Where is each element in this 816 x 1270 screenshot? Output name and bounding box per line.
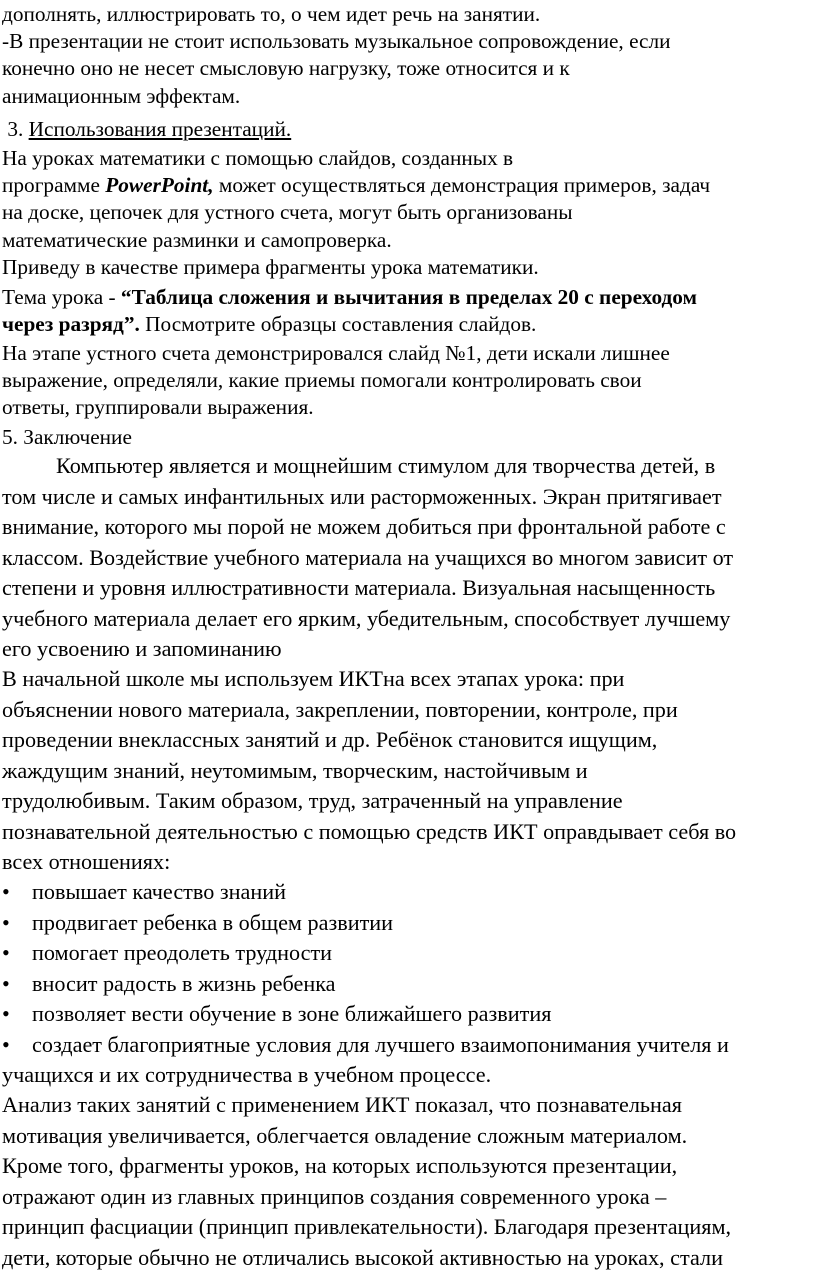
ict-paragraph [2,664,814,878]
text-line: Компьютер является и мощнейшим стимулом для творчества детей, в [56,453,716,478]
text-span: программе [2,173,106,198]
benefits-list [2,877,814,1091]
text-line: внимание, которого мы порой не можем добиться при фронтальной работе с [2,514,726,539]
section-5-heading [2,424,814,451]
text-line: Приведу в качестве примера фрагменты урока математики. [2,254,539,279]
bullet-icon: • [2,1001,10,1026]
text-line: отражают один из главных принципов создания современного урока – [2,1183,667,1209]
text-line: Кроме того, фрагменты уроков, на которых используются презентации, [2,1153,678,1178]
lesson-topic [2,284,814,338]
bullet-icon: • [2,970,10,996]
text-span: Тема урока - [2,285,121,309]
section-number: 3. [2,117,29,141]
list-item [2,969,814,1000]
text-line: -В презентации не стоит использовать музыкальное сопровождение, если [2,29,671,54]
text-span: может осуществляться демонстрация примеров, задач [213,173,711,198]
text-line: объяснении нового материала, закреплении, повторении, контроле, при [2,696,678,722]
text-line: познавательной деятельностью с помощью средств ИКТ оправдывает себя во [2,818,737,844]
topic-title-cont: через разряд”. [2,312,140,337]
text-line: том числе и самых инфантильных или расторможенных. Экран притягивает [2,483,722,509]
bullet-icon: • [2,909,10,935]
intro-paragraph [2,1,814,110]
text-line: Анализ таких занятий с применением ИКТ показал, что познавательная [2,1092,682,1117]
text-line: учебного материала делает его ярким, убедительным, способствует лучшему [2,605,731,631]
text-line: математические разминки и самопроверка. [2,227,392,252]
list-item [2,877,814,908]
text-line: мотивация увеличивается, облегчается овладение сложным материалом. [2,1122,688,1148]
list-item [2,999,814,1030]
section-title: 5. Заключение [2,425,132,449]
conclusion-paragraph [2,451,814,665]
text-line: степени и уровня иллюстративности материала. Визуальная насыщенность [2,575,716,600]
list-item [2,908,814,939]
text-line: анимационным эффектам. [2,83,241,108]
text-line: ответы, группировали выражения. [2,395,314,420]
text-line: дополнять, иллюстрировать то, о чем идет речь на занятии. [2,2,541,26]
section-title: Использования презентаций. [28,117,292,141]
list-item-text: вносит радость в жизнь ребенка [32,970,336,996]
text-line: классом. Воздействие учебного материала на учащихся во многом зависит от [2,544,734,570]
analysis-paragraph [2,1090,814,1270]
text-line: трудолюбивым. Таким образом, труд, затраченный на управление [2,788,623,813]
bullet-icon: • [2,940,10,965]
list-item-text: создает благоприятные условия для лучшего взаимопонимания учителя и [32,1031,729,1057]
section-3-heading [2,116,814,143]
text-span: Посмотрите образцы составления слайдов. [139,312,537,337]
bullet-icon: • [2,879,10,904]
text-line: На этапе устного счета демонстрировался слайд №1, дети искали лишнее [2,341,670,365]
text-line: конечно оно не несет смысловую нагрузку, тоже относится и к [2,56,570,81]
list-item-text: помогает преодолеть трудности [32,940,333,965]
list-item-text: продвигает ребенка в общем развитии [32,909,394,935]
topic-title: “Таблица сложения и вычитания в пределах 20 с переходом [120,285,698,309]
oral-count-paragraph [2,340,814,422]
text-line: жаждущим знаний, неутомимым, творческим, настойчивым и [2,757,588,783]
bullet-icon: • [2,1031,10,1057]
list-item-text: повышает качество знаний [32,879,286,904]
powerpoint-term: PowerPoint, [105,173,214,198]
math-paragraph [2,145,814,281]
text-line: принцип фасциации (принцип привлекательности). Благодаря презентациям, [2,1214,732,1239]
text-line: всех отношениях: [2,849,171,874]
list-item [2,938,814,969]
text-line: дети, которые обычно не отличались высокой активностью на уроках, стали [2,1244,723,1270]
list-item [2,1030,814,1061]
list-item-text: позволяет вести обучение в зоне ближайшего развития [32,1001,552,1026]
text-line: В начальной школе мы используем ИКТна всех этапах урока: при [2,666,625,691]
text-line: выражение, определяли, какие приемы помогали контролировать свои [2,368,642,393]
list-item-continuation: учащихся и их сотрудничества в учебном процессе. [2,1062,492,1087]
text-line: на доске, цепочек для устного счета, могут быть организованы [2,200,573,225]
text-line: На уроках математики с помощью слайдов, созданных в [2,146,514,170]
text-line: его усвоению и запоминанию [2,636,282,661]
text-line: проведении внеклассных занятий и др. Ребёнок становится ищущим, [2,727,658,752]
